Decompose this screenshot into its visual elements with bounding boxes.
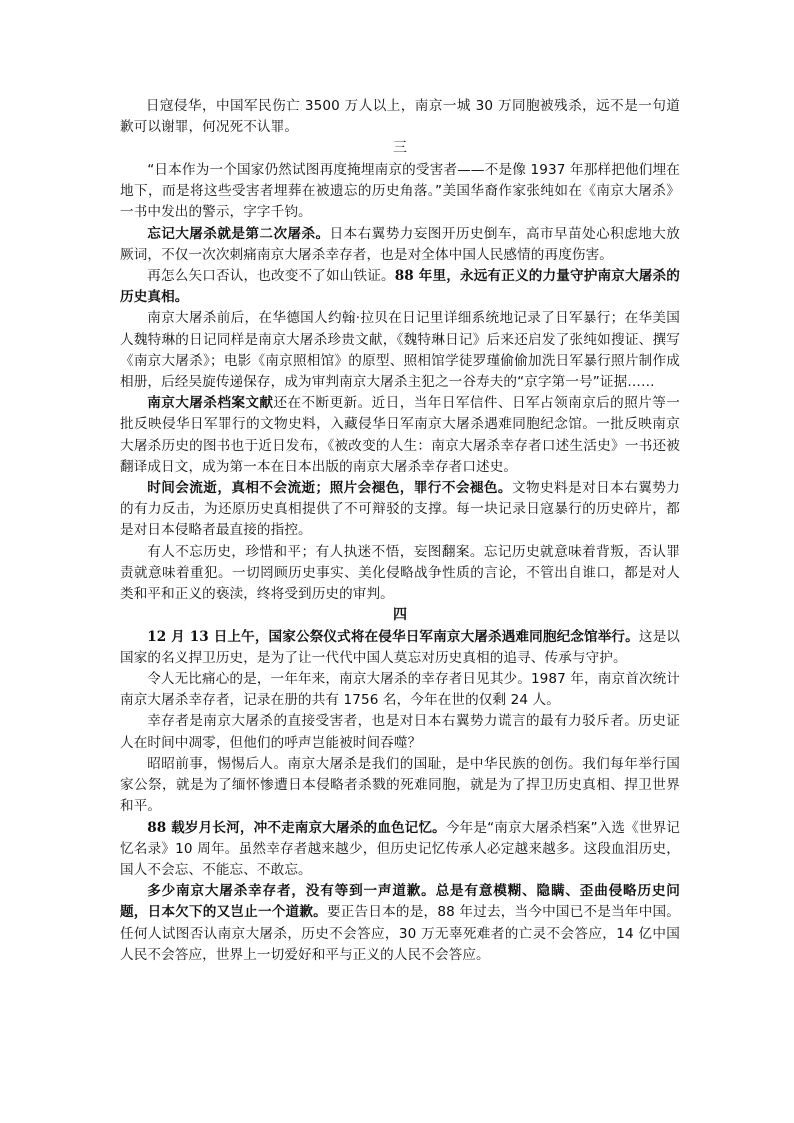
text-run: 日本右翼势力妄图开历史倒车，高市早苗处心积虑地大放厥词，不仅一次次刺痛南京大屠杀幸存者，也是对全体中国人民感情的再度伤害。	[120, 225, 680, 263]
paragraph	[120, 669, 680, 711]
paragraph	[120, 308, 680, 393]
bold-text-run: 88 载岁月长河，冲不走南京大屠杀的血色记忆。	[147, 819, 446, 836]
paragraph	[120, 160, 680, 224]
paragraph	[120, 711, 680, 753]
bold-text-run: 多少南京大屠杀幸存者，没有等到一声道歉。总是有意模糊、隐瞒、歪曲侵略历史问题，日本欠下的又岂止一个道歉。	[120, 883, 680, 921]
bold-text-run: 忘记大屠杀就是第二次屠杀。	[147, 225, 330, 242]
section-heading: 四	[393, 607, 407, 624]
paragraph	[120, 754, 680, 818]
paragraph	[120, 266, 680, 308]
paragraph	[120, 478, 680, 542]
text-run: 日寇侵华，中国军民伤亡 3500 万人以上，南京一城 30 万同胞被残杀，远不是一句道歉可以谢罪，何况死不认罪。	[120, 98, 680, 136]
text-run: 还在不断更新。近日，当年日军信件、日军占领南京后的照片等一批反映侵华日军罪行的文物史料，入藏侵华日军南京大屠杀遇难同胞纪念馆。一批反映南京大屠杀历史的图书也于近日发布，《被改变的人生：南京大屠杀幸存者口述生活史》一书还被翻译成日文，成为第一本在日本出版的南京大屠杀幸存者口述史。	[120, 395, 680, 475]
text-run: 今年是“南京大屠杀档案”入选《世界记忆名录》10 周年。虽然幸存者越来越少，但历史记忆传承人必定越来越多。这段血泪历史，国人不会忘、不能忘、不敢忘。	[120, 819, 681, 878]
bold-text-run: 12 月 13 日上午，国家公祭仪式将在侵华日军南京大屠杀遇难同胞纪念馆举行。	[147, 628, 639, 645]
paragraph	[120, 881, 680, 966]
paragraph	[120, 627, 680, 669]
text-run: 再怎么矢口否认，也改变不了如山铁证。	[147, 267, 395, 284]
text-run: 这是以国家的名义捍卫历史，是为了让一代代中国人莫忘对历史真相的追寻、传承与守护。	[120, 628, 680, 666]
paragraph	[120, 96, 680, 138]
paragraph	[120, 818, 680, 882]
text-run: “日本作为一个国家仍然试图再度掩埋南京的受害者——不是像 1937 年那样把他们埋在地下，而是将这些受害者埋葬在被遗忘的历史角落。”美国华裔作家张纯如在《南京大屠杀》一书中发出的警示，字字千钧。	[120, 161, 680, 221]
paragraph	[120, 224, 680, 266]
text-run: 有人不忘历史，珍惜和平；有人执迷不悟，妄图翻案。忘记历史就意味着背叛，否认罪责就意味着重犯。一切罔顾历史事实、美化侵略战争性质的言论，不管出自谁口，都是对人类和平和正义的亵渎，终将受到历史的审判。	[120, 543, 680, 602]
bold-text-run: 时间会流逝，真相不会流逝；照片会褪色，罪行不会褪色。	[147, 479, 512, 496]
text-run: 要正告日本的是，88 年过去，当今中国已不是当年中国。任何人试图否认南京大屠杀，历史不会答应，30 万无辜死难者的亡灵不会答应，14 亿中国人民不会答应，世界上一切爱好和平与正义的人民不会答应。	[120, 904, 680, 963]
text-run: 南京大屠杀前后，在华德国人约翰·拉贝在日记里详细系统地记录了日军暴行；在华美国人魏特琳的日记同样是南京大屠杀珍贵文献，《魏特琳日记》后来还启发了张纯如搜证、撰写《南京大屠杀》；电影《南京照相馆》的原型、照相馆学徒罗瑾偷偷加洗日军暴行照片制作成相册，后经吴旋传递保存，成为审判南京大屠杀主犯之一谷寿夫的“京字第一号”证据……	[120, 310, 680, 390]
bold-text-run: 88 年里，永远有正义的力量守护南京大屠杀的历史真相。	[120, 267, 680, 306]
paragraph	[120, 393, 680, 478]
paragraph	[120, 542, 680, 606]
text-run: 昭昭前事，惕惕后人。南京大屠杀是我们的国耻，是中华民族的创伤。我们每年举行国家公祭，就是为了缅怀惨遭日本侵略者杀戮的死难同胞，就是为了捍卫历史真相、捍卫世界和平。	[120, 755, 680, 815]
bold-text-run: 南京大屠杀档案文献	[147, 395, 274, 412]
text-run: 令人无比痛心的是，一年年来，南京大屠杀的幸存者日见其少。1987 年，南京首次统计南京大屠杀幸存者，记录在册的共有 1756 名，今年在世的仅剩 24 人。	[120, 671, 680, 709]
text-run: 幸存者是南京大屠杀的直接受害者，也是对日本右翼势力谎言的最有力驳斥者。历史证人在时间中凋零，但他们的呼声岂能被时间吞噬？	[120, 713, 680, 751]
article-body	[120, 96, 680, 966]
section-heading: 三	[393, 140, 407, 157]
text-run: 文物史料是对日本右翼势力的有力反击，为还原历史真相提供了不可辩驳的支撑。每一块记录日寇暴行的历史碎片，都是对日本侵略者最直接的指控。	[120, 479, 680, 539]
